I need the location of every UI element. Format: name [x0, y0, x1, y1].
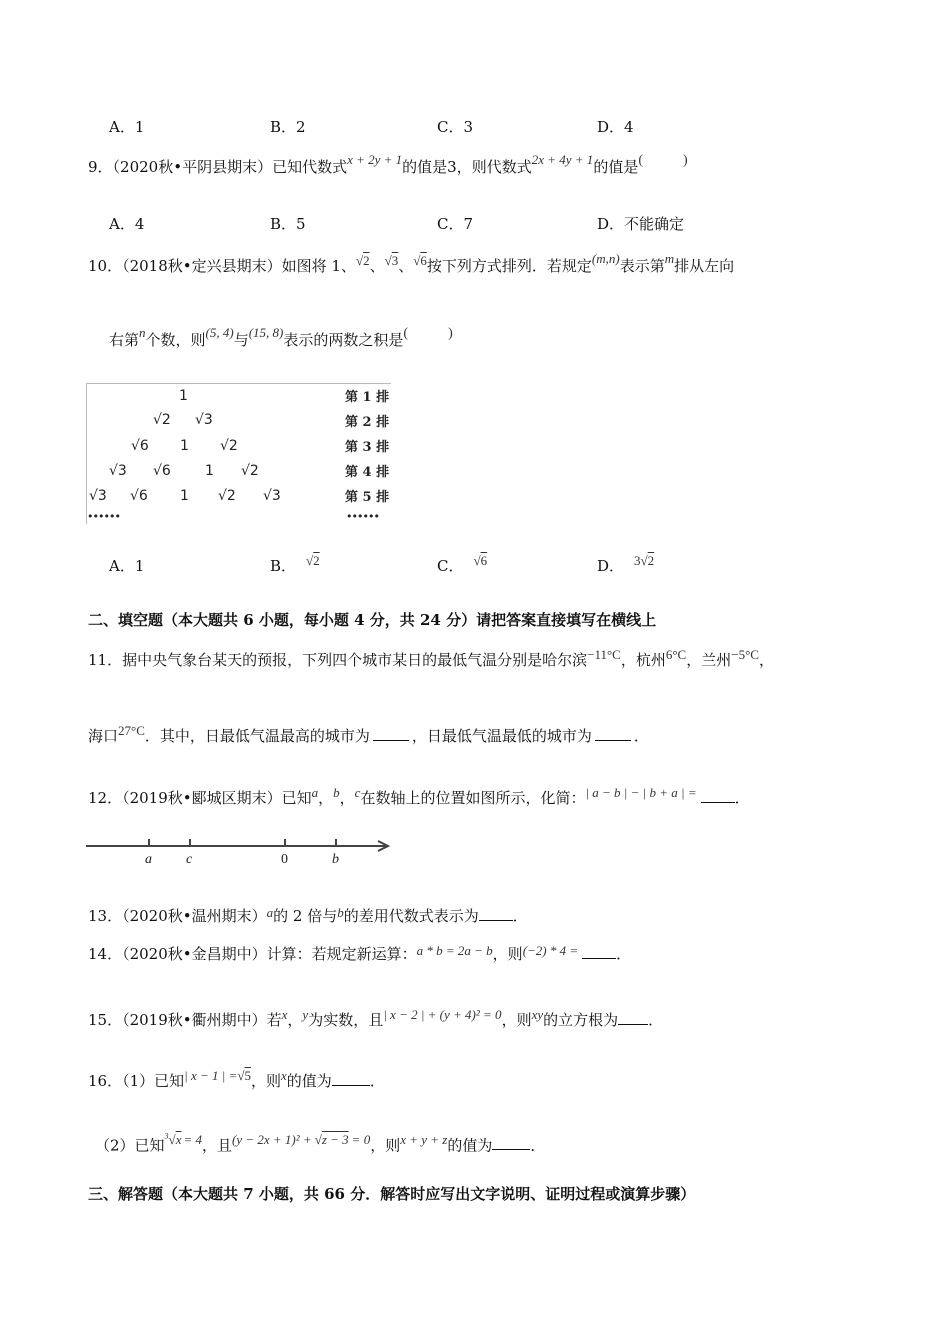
q10-number: 10． — [88, 257, 123, 275]
q15-stem — [88, 1007, 664, 1031]
q15-text1: （2019秋•衢州期中）若 — [122, 1011, 282, 1029]
q15-text2: 为实数，且 — [308, 1011, 384, 1029]
q16-part2-c: ，则 — [370, 1136, 401, 1155]
q16-part1-expr: | x − 1 | = — [184, 1068, 238, 1083]
q13-b: b — [337, 905, 344, 920]
q10-sqrt3: √3 — [384, 253, 399, 268]
q12-number-line — [86, 835, 396, 867]
q16-part1-c: 的值为 — [286, 1072, 332, 1090]
q11-line2-c: ，日最低气温最低的城市为 — [411, 727, 592, 745]
q11-temp-harbin: −11°C — [587, 647, 621, 662]
q15-text3: ，则 — [501, 1011, 532, 1029]
q12-text1: （2019秋•郾城区期末）已知 — [122, 789, 312, 807]
q16-part2-a: （2）已知 — [95, 1136, 165, 1155]
q15-y: y — [302, 1007, 309, 1022]
label-b: b — [332, 852, 339, 867]
q10-line2-a: 右第 — [109, 331, 140, 349]
label-0: 0 — [281, 852, 288, 867]
q16-part2-expr3: = 0 — [351, 1132, 371, 1148]
q9-expr1: x + 2y + 1 — [347, 152, 403, 167]
q16-part1-end: ． — [369, 1072, 385, 1090]
q13-text3: 的差用代数式表示为 — [343, 907, 479, 925]
q15-expr: | x − 2 | + (y + 4)² = 0 — [383, 1007, 502, 1022]
q14-expr: (−2) * 4 = — [522, 943, 579, 958]
q10-n: n — [139, 325, 146, 340]
q14-text2: ，则 — [492, 945, 523, 963]
q10-sep2: 、 — [398, 257, 414, 275]
q13-blank[interactable] — [479, 906, 513, 921]
q11-stem-line1 — [88, 647, 774, 671]
q10-source: （2018秋•定兴县期末）如图将 1、 — [122, 257, 356, 275]
q16-part2-expr4: x + y + z — [400, 1132, 448, 1148]
q11-end: ． — [633, 727, 649, 745]
q16-part2-b: ，且 — [202, 1136, 233, 1155]
q11-text2: ，杭州 — [620, 651, 666, 669]
fig-r3-c2: 1 — [180, 438, 189, 454]
q9-option-c: C．7 — [437, 215, 474, 233]
fig-r3-c1: √6 — [131, 438, 149, 454]
fig-r5-c4: √2 — [218, 488, 236, 504]
q9-option-d: D．不能确定 — [597, 215, 685, 233]
q11-temp-hangzhou: 6°C — [665, 647, 687, 662]
q11-temp-haikou: 27°C — [118, 723, 145, 738]
q16-part1-b: ，则 — [251, 1072, 282, 1090]
q10-answer-paren-close: ) — [448, 326, 453, 341]
q10-sep1: 、 — [369, 257, 385, 275]
q9-number: 9． — [88, 158, 113, 176]
q13-text1: （2020秋•温州期末） — [122, 907, 267, 925]
fig-dots-right: •••••• — [346, 510, 379, 523]
q15-number: 15． — [88, 1011, 123, 1029]
q16-part2-expr1: = 4 — [183, 1132, 202, 1148]
fig-row-label-2: 第 2 排 — [345, 415, 390, 430]
q12-end: ． — [734, 789, 750, 807]
q8-option-d: D．4 — [597, 118, 634, 136]
q15-comma: ， — [287, 1011, 303, 1029]
q16-part2-expr2: (y − 2x + 1)² + — [232, 1132, 312, 1148]
fig-row-label-4: 第 4 排 — [345, 465, 390, 480]
fig-r4-c3: 1 — [205, 463, 214, 479]
q14-end: ． — [616, 945, 632, 963]
q15-end: ． — [648, 1011, 664, 1029]
q15-xy: xy — [531, 1007, 544, 1022]
fig-r4-c1: √3 — [109, 463, 127, 479]
q13-text2: 的 2 倍与 — [273, 907, 338, 925]
q10-option-b-value: √2 — [306, 553, 320, 568]
fig-r2-c2: √3 — [195, 412, 213, 428]
q14-stem — [88, 944, 631, 965]
q11-number: 11． — [88, 651, 123, 669]
q8-option-c: C．3 — [437, 118, 474, 136]
q10-sqrt6: √6 — [413, 253, 427, 268]
label-a: a — [145, 852, 152, 867]
q11-blank-highest[interactable] — [373, 726, 409, 741]
q12-comma2: ， — [339, 789, 355, 807]
q14-text1: （2020秋•金昌期中）计算：若规定新运算： — [122, 945, 417, 963]
q8-option-a: A．1 — [109, 118, 145, 136]
fig-r4-c2: √6 — [153, 463, 171, 479]
q13-number: 13． — [88, 907, 123, 925]
q8-option-b: B．2 — [270, 118, 306, 136]
q13-a: a — [266, 905, 274, 920]
q11-line2-a: 海口 — [88, 727, 119, 745]
q16-part2-d: 的值为 — [447, 1136, 493, 1155]
q10-option-c-value: √6 — [473, 553, 488, 568]
q14-rule: a * b = 2a − b — [416, 943, 493, 958]
fig-row-label-1: 第 1 排 — [345, 390, 390, 405]
q10-text2: 表示第 — [619, 257, 665, 275]
fig-r2-c1: √2 — [153, 412, 171, 428]
q12-stem — [88, 785, 750, 809]
q16-part1 — [88, 1068, 385, 1092]
q16-part2-end: ． — [530, 1136, 546, 1155]
q10-stem-line2 — [109, 325, 453, 352]
q12-expr: | a − b | − | b + a | = — [585, 785, 697, 800]
q12-c: c — [354, 785, 361, 800]
q14-blank[interactable] — [582, 944, 616, 959]
q16-part2-cuberoot: $^3$√x — [164, 1132, 182, 1148]
fig-r5-c5: √3 — [263, 488, 281, 504]
q13-end: ． — [512, 907, 528, 925]
fig-row-label-3: 第 3 排 — [345, 440, 390, 455]
q10-option-d-value: 3√2 — [634, 553, 655, 568]
q10-option-c: C． √6 — [437, 553, 488, 575]
q12-comma1: ， — [318, 789, 334, 807]
fig-r3-c3: √2 — [220, 438, 238, 454]
q12-b: b — [333, 785, 340, 800]
q12-a: a — [311, 785, 319, 800]
q9-option-b: B．5 — [270, 215, 306, 233]
q15-blank[interactable] — [618, 1010, 648, 1025]
q16-part1-a: （1）已知 — [122, 1072, 185, 1090]
q16-part1-blank[interactable] — [332, 1071, 370, 1086]
q12-blank[interactable] — [701, 788, 735, 803]
q9-stem — [88, 152, 688, 179]
q12-number: 12． — [88, 789, 123, 807]
q9-answer-paren-close: ) — [683, 153, 688, 168]
q10-text3: 排从左向 — [674, 257, 735, 275]
fig-r5-c3: 1 — [180, 488, 189, 504]
q16-part1-sqrt5: √5 — [237, 1068, 251, 1083]
q11-text1: 据中央气象台某天的预报，下列四个城市某日的最低气温分别是哈尔滨 — [122, 651, 588, 669]
q10-line2-d: 表示的两数之积是 — [283, 331, 404, 349]
fig-r5-c1: √3 — [89, 488, 107, 504]
q10-figure — [86, 383, 391, 524]
q9-mid: 的值是3，则代数式 — [402, 158, 532, 176]
q16-number: 16． — [88, 1072, 123, 1090]
q11-temp-lanzhou: −5°C — [731, 647, 759, 662]
q9-answer-paren-open: ( — [638, 153, 643, 168]
q15-x: x — [281, 1007, 288, 1022]
fig-r4-c4: √2 — [241, 463, 259, 479]
q10-m: m — [664, 251, 675, 266]
q10-p1: (5, 4) — [205, 325, 234, 340]
q13-stem — [88, 906, 528, 927]
q10-option-a: A．1 — [109, 557, 145, 575]
q16-part2 — [95, 1133, 545, 1156]
q10-stem-line1 — [88, 251, 735, 277]
q11-text4: ， — [758, 651, 774, 669]
label-c: c — [186, 852, 193, 867]
q10-answer-paren-open: ( — [403, 326, 409, 341]
q11-line2-b: ．其中，日最低气温最高的城市为 — [144, 727, 370, 745]
fig-r1-c1: 1 — [179, 388, 188, 404]
q11-stem-line2 — [88, 723, 649, 747]
fig-row-label-5: 第 5 排 — [345, 490, 390, 505]
q10-line2-b: 个数，则 — [145, 331, 206, 349]
q9-expr2: 2x + 4y + 1 — [531, 152, 594, 167]
q12-text2: 在数轴上的位置如图所示，化简： — [360, 789, 586, 807]
q14-number: 14． — [88, 945, 123, 963]
q9-option-a: A．4 — [109, 215, 145, 233]
q11-text3: ，兰州 — [686, 651, 732, 669]
q9-tail: 的值是 — [593, 158, 639, 176]
section-2-heading: 二、填空题（本大题共 6 小题，每小题 4 分，共 24 分）请把答案直接填写在横线上 — [88, 611, 657, 629]
q10-pair: (m,n) — [591, 251, 620, 266]
q15-text4: 的立方根为 — [543, 1011, 619, 1029]
q10-p2: (15, 8) — [248, 325, 284, 340]
fig-r5-c2: √6 — [130, 488, 148, 504]
q10-line2-c: 与 — [233, 331, 249, 349]
q10-mid: 按下列方式排列．若规定 — [426, 257, 592, 275]
q16-part2-blank[interactable] — [492, 1135, 530, 1150]
section-3-heading: 三、解答题（本大题共 7 小题，共 66 分．解答时应写出文字说明、证明过程或演算步骤） — [88, 1185, 696, 1203]
q16-part2-sqrt: √z − 3 — [314, 1132, 349, 1148]
q16-part1-x: x — [281, 1068, 287, 1083]
q10-sqrt2: √2 — [355, 253, 370, 268]
q10-option-b: B． √2 — [270, 553, 320, 575]
q11-blank-lowest[interactable] — [595, 726, 631, 741]
q10-option-d: D． 3√2 — [597, 553, 655, 575]
fig-dots-left: •••••• — [87, 510, 120, 523]
q9-source: （2020秋•平阴县期末）已知代数式 — [112, 158, 348, 176]
